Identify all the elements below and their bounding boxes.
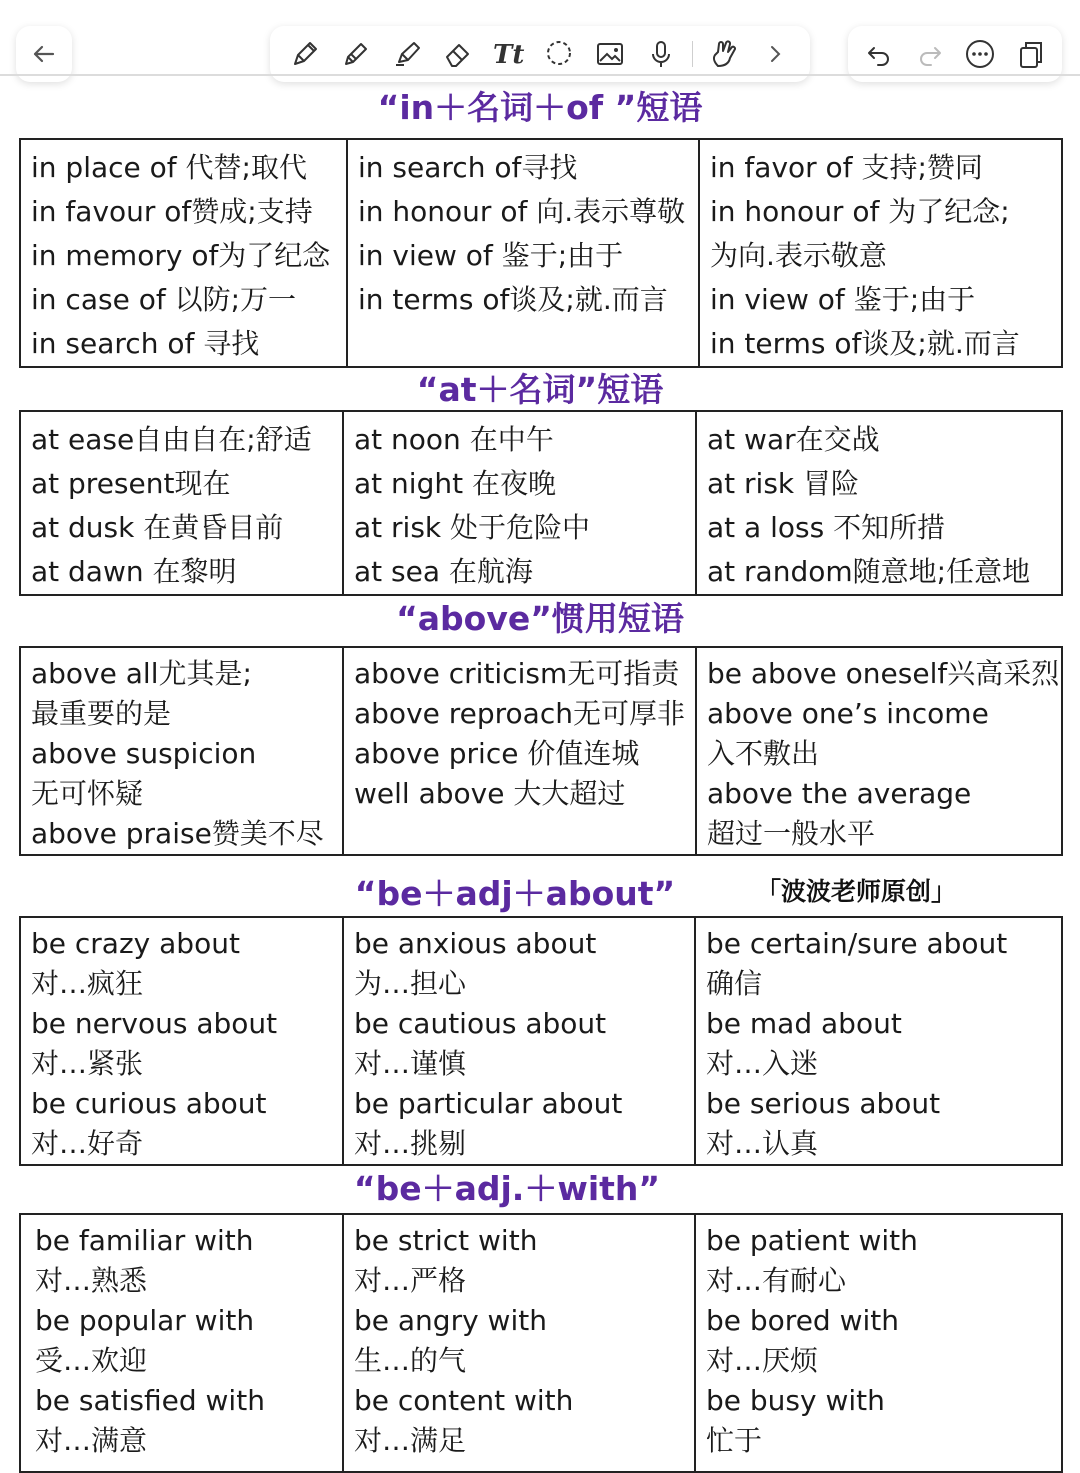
phrase-text: well above 大大超过 bbox=[354, 777, 626, 810]
phrase-text: 无可怀疑 bbox=[31, 777, 144, 810]
phrase-text: 为…担心 bbox=[354, 967, 467, 1000]
table-cell bbox=[343, 411, 696, 595]
phrase-text: above one’s income bbox=[707, 697, 989, 730]
table-above bbox=[19, 646, 1063, 856]
phrase-text: above suspicion bbox=[31, 737, 257, 770]
phrase-text: at sea 在航海 bbox=[354, 555, 533, 588]
table-cell bbox=[20, 411, 343, 595]
phrase-text: be bored with bbox=[706, 1304, 900, 1337]
phrase-text: be crazy about bbox=[31, 927, 240, 960]
phrase-text: in search of寻找 bbox=[358, 151, 578, 184]
phrase-text: 对…满意 bbox=[35, 1424, 148, 1457]
phrase-text: 对…挑剔 bbox=[354, 1127, 467, 1160]
phrase-text: in search of 寻找 bbox=[31, 327, 260, 360]
phrase-text: above criticism无可指责 bbox=[354, 657, 680, 690]
phrase-text: above price 价值连城 bbox=[354, 737, 640, 770]
table-cell bbox=[699, 139, 1062, 367]
phrase-text: in view of 鉴于;由于 bbox=[710, 283, 976, 316]
phrase-text: 入不敷出 bbox=[707, 737, 820, 770]
phrase-text: 确信 bbox=[706, 967, 763, 1000]
phrase-text: above praise赞美不尽 bbox=[31, 817, 324, 850]
eraser-icon[interactable] bbox=[438, 34, 478, 74]
image-icon[interactable] bbox=[590, 34, 630, 74]
table-be-adj-with bbox=[19, 1213, 1063, 1473]
section-title-be-adj-with: “be＋adj.＋with” bbox=[353, 1169, 661, 1208]
phrase-text: at ease自由自在;舒适 bbox=[31, 423, 312, 456]
phrase-text: be satisfied with bbox=[35, 1384, 265, 1417]
author-tag: 「波波老师原创」 bbox=[756, 877, 957, 906]
toolbar-divider-line bbox=[0, 74, 1080, 76]
phrase-text: be strict with bbox=[354, 1224, 538, 1257]
table-cell bbox=[343, 1214, 695, 1472]
phrase-text: 对…谨慎 bbox=[354, 1047, 467, 1080]
phrase-text: be content with bbox=[354, 1384, 574, 1417]
table-cell bbox=[696, 411, 1062, 595]
phrase-text: be busy with bbox=[706, 1384, 885, 1417]
phrase-text: 对…满足 bbox=[354, 1424, 467, 1457]
phrase-text: at present现在 bbox=[31, 467, 231, 500]
redo-icon[interactable] bbox=[910, 34, 950, 74]
phrase-text: in favour of赞成;支持 bbox=[31, 195, 313, 228]
pages-icon[interactable] bbox=[1011, 34, 1051, 74]
phrase-text: in honour of 为了纪念; bbox=[710, 195, 1010, 228]
phrase-text: at war在交战 bbox=[707, 423, 880, 456]
phrase-text: be certain/sure about bbox=[706, 927, 1008, 960]
phrase-text: be popular with bbox=[35, 1304, 255, 1337]
phrase-text: be mad about bbox=[706, 1007, 902, 1040]
phrase-text: 超过一般水平 bbox=[707, 817, 876, 850]
phrase-text: 生…的气 bbox=[354, 1344, 467, 1377]
phrase-text: be above oneself兴高采烈 bbox=[707, 657, 1060, 690]
section-title-above: “above”惯用短语 bbox=[396, 599, 684, 638]
table-cell bbox=[695, 1214, 1062, 1472]
phrase-text: be familiar with bbox=[35, 1224, 254, 1257]
more-icon[interactable] bbox=[960, 34, 1000, 74]
phrase-text: be cautious about bbox=[354, 1007, 607, 1040]
phrase-text: 对…严格 bbox=[354, 1264, 467, 1297]
table-cell bbox=[20, 917, 343, 1165]
phrase-text: in case of 以防;万一 bbox=[31, 283, 297, 316]
table-cell bbox=[343, 917, 695, 1165]
phrase-text: 对…入迷 bbox=[706, 1047, 819, 1080]
phrase-text: at a loss 不知所措 bbox=[707, 511, 946, 544]
phrase-text: 受…欢迎 bbox=[35, 1344, 148, 1377]
phrase-text: above the average bbox=[707, 777, 972, 810]
phrase-text: 对…有耐心 bbox=[706, 1264, 847, 1297]
phrase-text: at dawn 在黎明 bbox=[31, 555, 237, 588]
undo-icon[interactable] bbox=[859, 34, 899, 74]
phrase-text: be nervous about bbox=[31, 1007, 278, 1040]
microphone-icon[interactable] bbox=[641, 34, 681, 74]
phrase-text: 对…疯狂 bbox=[31, 967, 144, 1000]
arrow-left-icon[interactable] bbox=[24, 34, 64, 74]
phrase-text: 对…熟悉 bbox=[35, 1264, 148, 1297]
lasso-icon[interactable] bbox=[539, 34, 579, 74]
phrase-text: 对…厌烦 bbox=[706, 1344, 819, 1377]
table-cell bbox=[20, 647, 343, 855]
phrase-text: 对…紧张 bbox=[31, 1047, 144, 1080]
phrase-text: in view of 鉴于;由于 bbox=[358, 239, 624, 272]
phrase-text: at risk 处于危险中 bbox=[354, 511, 591, 544]
phrase-text: at random随意地;任意地 bbox=[707, 555, 1031, 588]
phrase-text: 对…好奇 bbox=[31, 1127, 144, 1160]
table-be-adj-about bbox=[19, 916, 1063, 1166]
highlighter-icon[interactable] bbox=[387, 34, 427, 74]
phrase-text: at night 在夜晚 bbox=[354, 467, 556, 500]
hand-draw-icon[interactable] bbox=[704, 34, 744, 74]
phrase-text: in terms of谈及;就.而言 bbox=[710, 327, 1020, 360]
table-cell bbox=[20, 139, 347, 367]
phrase-text: be curious about bbox=[31, 1087, 267, 1120]
phrase-text: above reproach无可厚非 bbox=[354, 697, 685, 730]
phrase-text: be anxious about bbox=[354, 927, 597, 960]
table-at-noun bbox=[19, 410, 1063, 596]
phrase-text: be angry with bbox=[354, 1304, 547, 1337]
phrase-text: at dusk 在黄昏目前 bbox=[31, 511, 284, 544]
chevron-right-icon[interactable] bbox=[755, 34, 795, 74]
table-in-noun-of bbox=[19, 138, 1063, 368]
phrase-text: be particular about bbox=[354, 1087, 623, 1120]
table-cell bbox=[695, 917, 1062, 1165]
phrase-text: 最重要的是 bbox=[31, 697, 172, 730]
table-cell bbox=[696, 647, 1062, 855]
svg-text:Tt: Tt bbox=[492, 40, 525, 70]
table-cell bbox=[343, 647, 696, 855]
phrase-text: above all尤其是; bbox=[31, 657, 252, 690]
phrase-text: in honour of 向.表示尊敬 bbox=[358, 195, 686, 228]
phrase-text: in favor of 支持;赞同 bbox=[710, 151, 983, 184]
phrase-text: at noon 在中午 bbox=[354, 423, 554, 456]
section-title-at-noun: “at＋名词”短语 bbox=[416, 370, 664, 409]
toolbar-divider bbox=[692, 41, 693, 67]
text-tool-icon[interactable] bbox=[489, 34, 529, 74]
phrase-text: in place of 代替;取代 bbox=[31, 151, 307, 184]
phrase-text: be serious about bbox=[706, 1087, 941, 1120]
phrase-text: in terms of谈及;就.而言 bbox=[358, 283, 668, 316]
phrase-text: be patient with bbox=[706, 1224, 918, 1257]
phrase-text: 忙于 bbox=[706, 1424, 763, 1457]
phrase-text: at risk 冒险 bbox=[707, 467, 860, 500]
phrase-text: 为向.表示敬意 bbox=[710, 239, 887, 272]
table-cell bbox=[20, 1214, 343, 1472]
section-title-in-noun-of: “in＋名词＋of ”短语 bbox=[377, 88, 703, 127]
marker-icon[interactable] bbox=[336, 34, 376, 74]
phrase-text: 对…认真 bbox=[706, 1127, 819, 1160]
table-cell bbox=[347, 139, 699, 367]
pen-icon[interactable] bbox=[285, 34, 325, 74]
section-title-be-adj-about: “be＋adj＋about” bbox=[354, 874, 676, 913]
phrase-text: in memory of为了纪念 bbox=[31, 239, 331, 272]
